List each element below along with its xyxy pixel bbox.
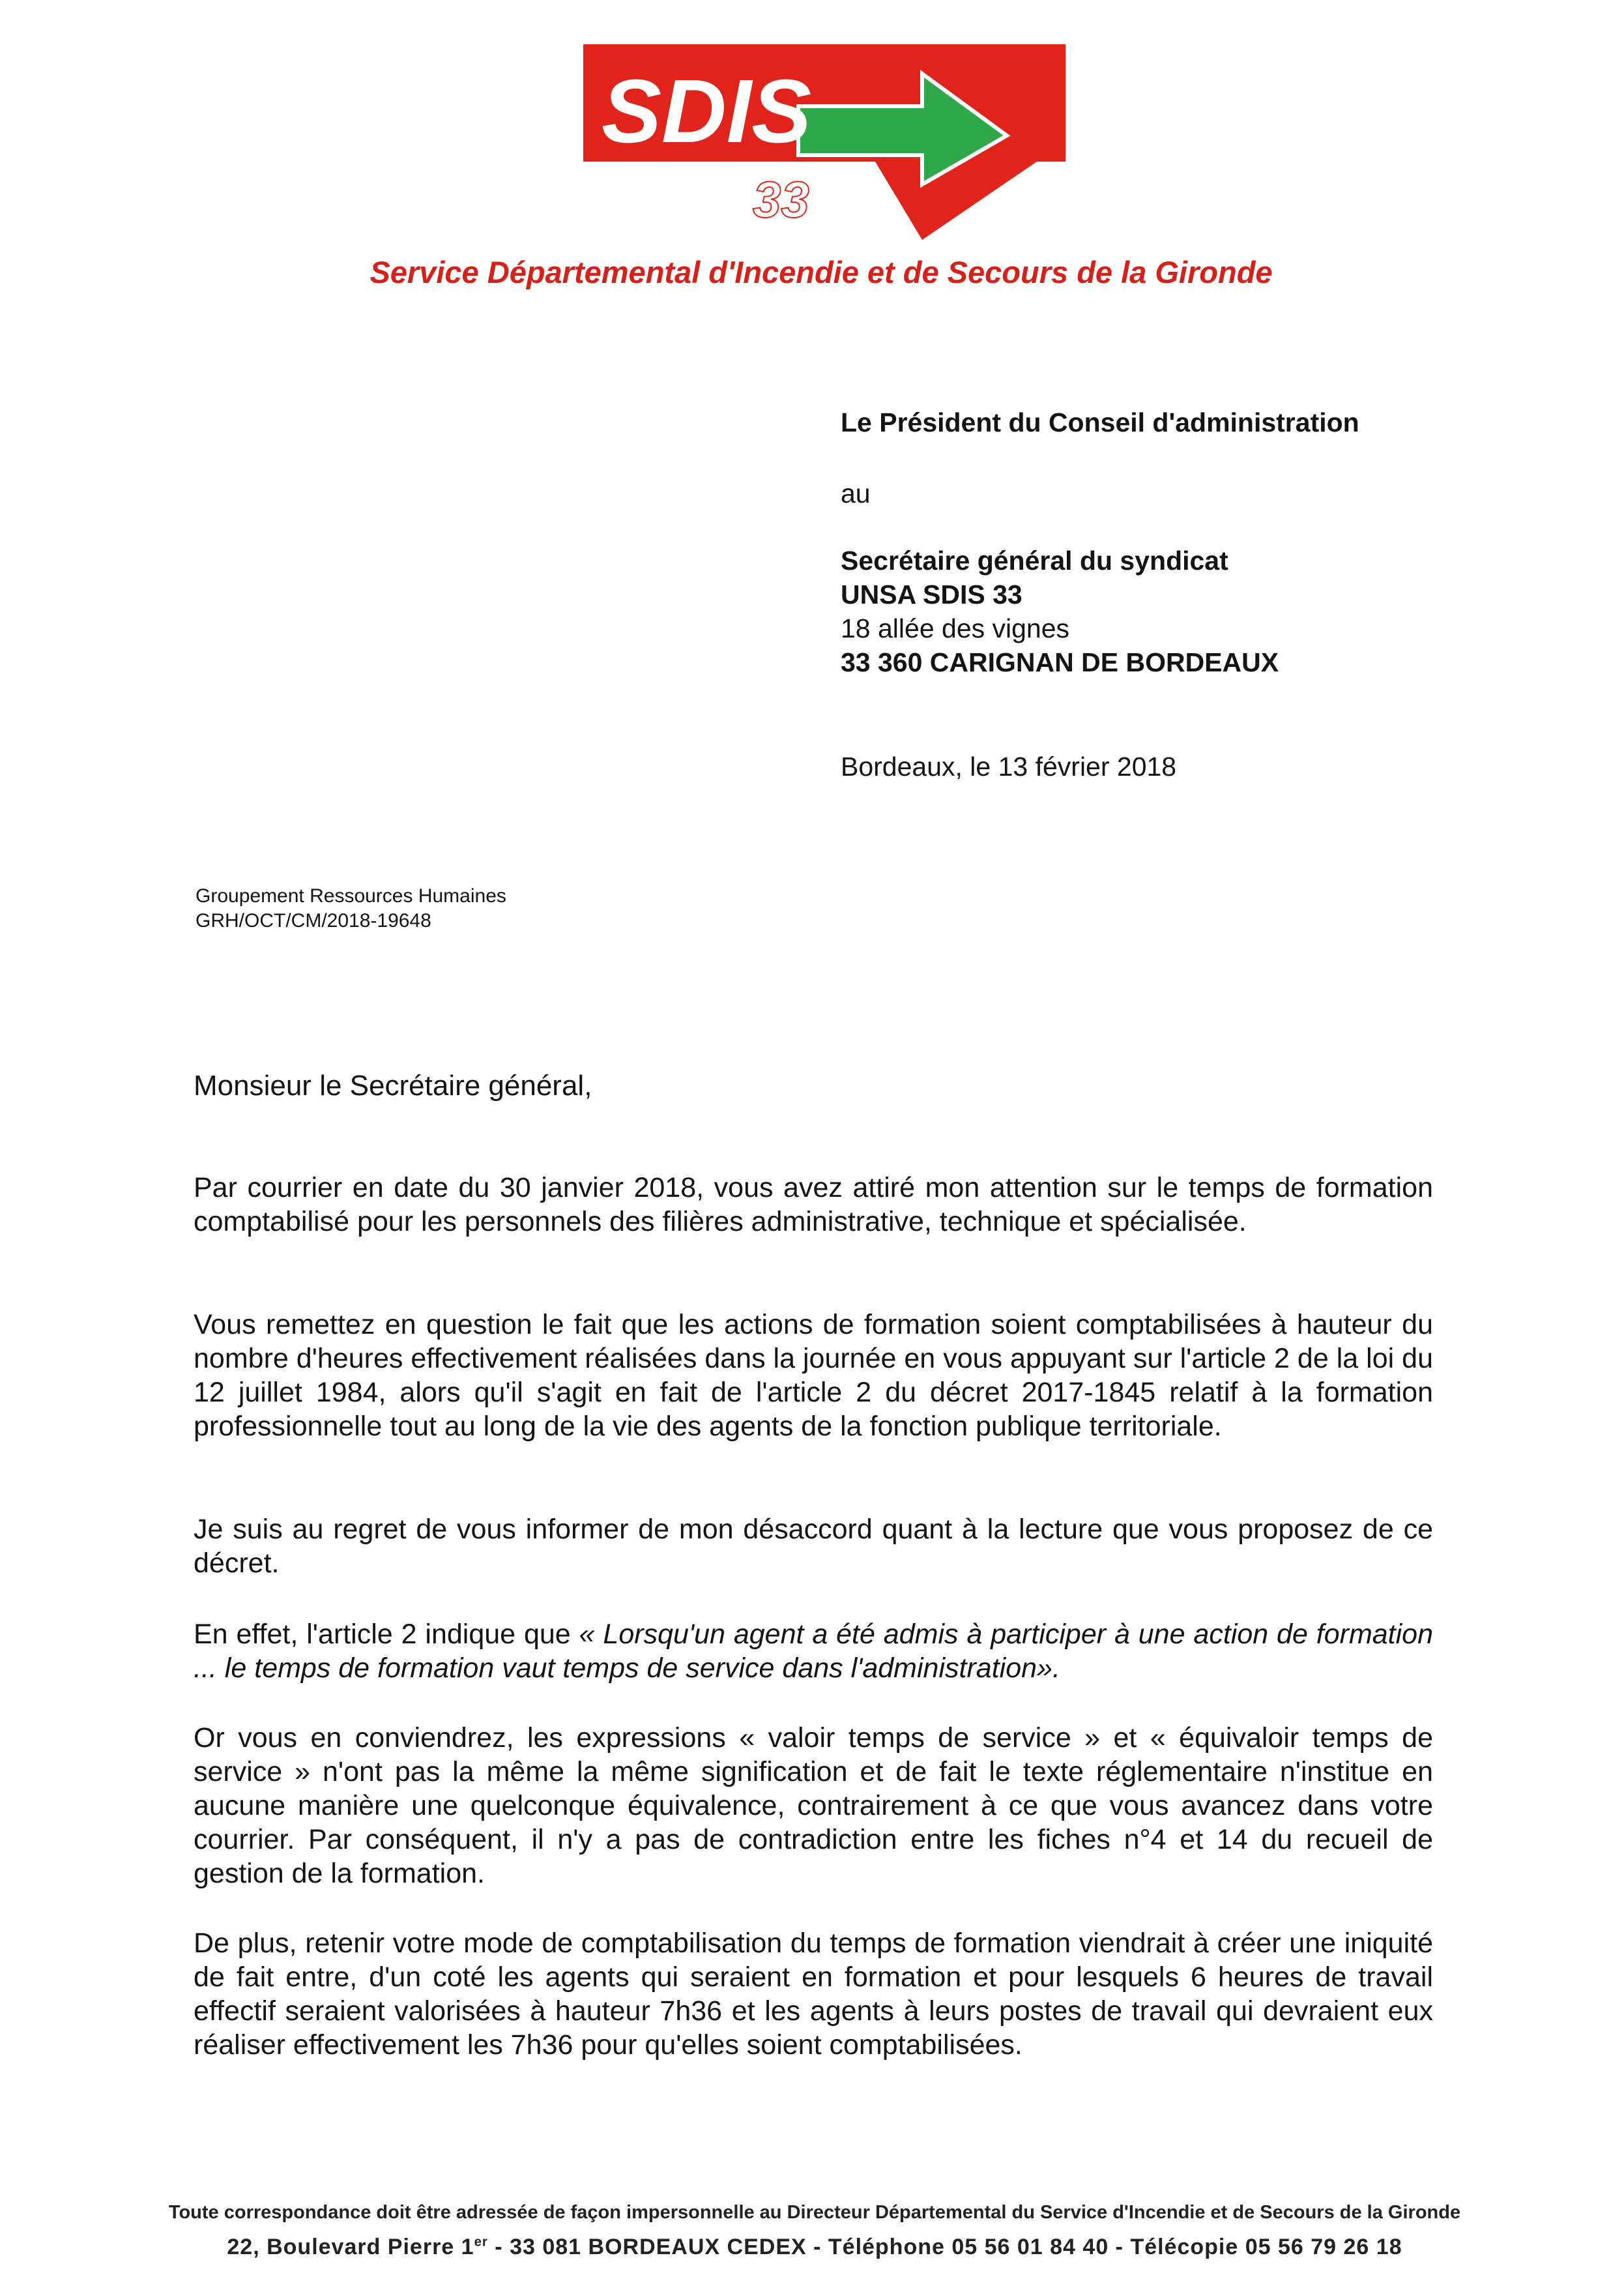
paragraph-4-intro: En effet, l'article 2 indique que xyxy=(194,1619,579,1650)
paragraph-3: Je suis au regret de vous informer de mon désaccord quant à la lecture que vous proposez de ce décret. xyxy=(194,1514,1433,1579)
logo-number: 33 xyxy=(753,171,809,228)
footer-address-sup: er xyxy=(474,2235,488,2250)
paragraph-4 xyxy=(194,1617,1433,1685)
reference-service: Groupement Ressources Humaines xyxy=(196,885,506,907)
recipient-city: 33 360 CARIGNAN DE BORDEAUX xyxy=(841,647,1279,677)
addressee-to: au xyxy=(841,478,871,508)
paragraph-1: Par courrier en date du 30 janvier 2018, vous avez attiré mon attention sur le temps de formation comptabilisé pour les personnels des filières administrative, technique et spécialisée. xyxy=(194,1172,1433,1237)
recipient-org: UNSA SDIS 33 xyxy=(841,580,1022,609)
paragraph-4-quote: « Lorsqu'un agent a été admis à participer à une action de formation ... le temps de formation vaut temps de service dans l'administration». xyxy=(194,1619,1434,1684)
footer-notice: Toute correspondance doit être adressée de façon impersonnelle au Directeur Départemental du Service d'Incendie et de Secours de la Gironde xyxy=(168,2202,1461,2223)
sender-title: Le Président du Conseil d'administration xyxy=(841,407,1359,437)
recipient-title: Secrétaire général du syndicat xyxy=(841,546,1228,576)
recipient-street: 18 allée des vignes xyxy=(841,613,1070,643)
paragraph-5: Or vous en conviendrez, les expressions « valoir temps de service » et « équivaloir temps de service » n'ont pas la même la même signification et de fait le texte réglementaire n'institue en aucune manière une quelconque équivalence, contrairement à ce que vous avancez dans votre courrier. Par conséquent, il n'y a pas de contradiction entre les fiches n°4 et 14 du recueil de gestion de la formation. xyxy=(194,1722,1433,1889)
paragraph-6: De plus, retenir votre mode de comptabilisation du temps de formation viendrait à créer une iniquité de fait entre, d'un coté les agents qui seraient en formation et pour lesquels 6 heures de travail effectif seraient valorisées à hauteur 7h36 et les agents à leurs postes de travail qui devraient eux réaliser effectivement les 7h36 pour qu'elles soient comptabilisées. xyxy=(194,1928,1433,2061)
reference-code: GRH/OCT/CM/2018-19648 xyxy=(196,910,431,932)
organization-name: Service Départemental d'Incendie et de Secours de la Gironde xyxy=(370,255,1273,289)
footer-address-start: 22, Boulevard Pierre 1 xyxy=(227,2235,474,2259)
paragraph-2: Vous remettez en question le fait que les actions de formation soient comptabilisées à hauteur du nombre d'heures effectivement réalisées dans la journée en vous appuyant sur l'article 2 de la loi du 12 juillet 1984, alors qu'il s'agit en fait de l'article 2 du décret 2017-1845 relatif à la formation professionnelle tout au long de la vie des agents de la fonction publique territoriale. xyxy=(194,1309,1433,1442)
sdis33-logo xyxy=(583,44,1066,246)
date-line: Bordeaux, le 13 février 2018 xyxy=(841,752,1177,782)
footer-address xyxy=(98,2235,1531,2260)
logo-text: SDIS xyxy=(602,61,812,162)
footer-address-end: - 33 081 BORDEAUX CEDEX - Téléphone 05 56 01 84 40 - Télécopie 05 56 79 26 18 xyxy=(487,2235,1402,2259)
salutation: Monsieur le Secrétaire général, xyxy=(194,1070,592,1102)
